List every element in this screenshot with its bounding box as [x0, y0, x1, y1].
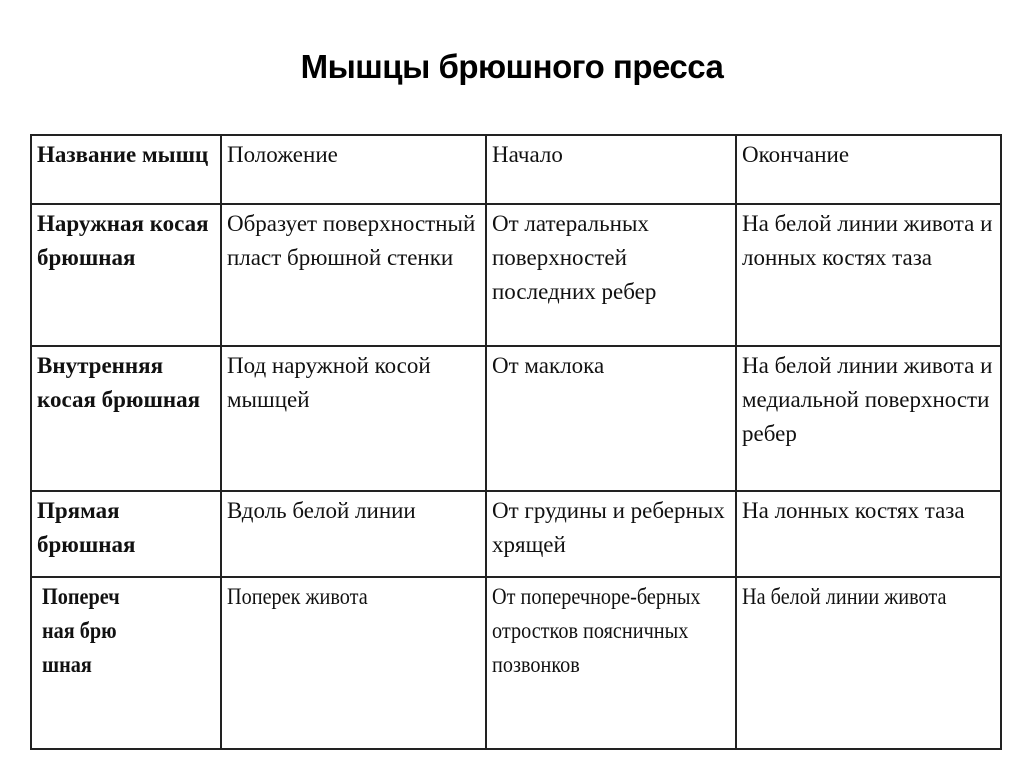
cell-label: Прямая брюшная — [37, 498, 136, 557]
cell-label: От грудины и реберных хрящей — [492, 498, 725, 557]
cell-label: Внутренняя косая брюшная — [37, 353, 201, 412]
page-title: Мышцы брюшного пресса — [300, 48, 724, 85]
header-label: Начало — [492, 142, 563, 167]
header-origin — [486, 135, 736, 204]
muscle-position — [221, 204, 486, 346]
cell-label: Образует поверхностный пласт брюшной стенки — [227, 211, 476, 270]
muscle-position — [221, 577, 486, 749]
muscle-name — [31, 346, 221, 491]
header-label: Положение — [227, 142, 338, 167]
cell-label: Поперечная брюшная — [42, 584, 120, 677]
muscle-position — [221, 491, 486, 577]
cell-label: На белой линии живота — [742, 584, 947, 609]
header-position — [221, 135, 486, 204]
cell-label: На лонных костях таза — [742, 498, 965, 523]
muscle-position — [221, 346, 486, 491]
table-row — [31, 577, 1001, 749]
muscle-name — [31, 577, 221, 749]
muscle-insertion — [736, 491, 1001, 577]
muscle-origin — [486, 204, 736, 346]
muscle-insertion — [736, 577, 1001, 749]
table-header-row — [31, 135, 1001, 204]
cell-label: Наружная косая брюшная — [37, 211, 209, 270]
muscles-table — [30, 134, 1002, 750]
cell-label: От поперечноре-берных отростков поясничных позвонков — [492, 584, 701, 677]
muscle-origin — [486, 346, 736, 491]
table-row — [31, 346, 1001, 491]
header-label: Название мышц — [37, 142, 209, 167]
cell-label: Вдоль белой линии — [227, 498, 416, 523]
table-row — [31, 204, 1001, 346]
muscle-origin — [486, 577, 736, 749]
cell-label: На белой линии живота и медиальной поверхности ребер — [742, 353, 993, 446]
cell-label: От маклока — [492, 353, 605, 378]
header-insertion — [736, 135, 1001, 204]
table-row — [31, 491, 1001, 577]
muscle-insertion — [736, 204, 1001, 346]
muscle-name — [31, 491, 221, 577]
muscle-name — [31, 204, 221, 346]
cell-label: Поперек живота — [227, 584, 368, 609]
cell-label: От латеральных поверхностей последних ребер — [492, 211, 657, 304]
header-muscle-name — [31, 135, 221, 204]
muscle-origin — [486, 491, 736, 577]
cell-label: Под наружной косой мышцей — [227, 353, 431, 412]
muscle-insertion — [736, 346, 1001, 491]
header-label: Окончание — [742, 142, 850, 167]
cell-label: На белой линии живота и лонных костях таза — [742, 211, 993, 270]
